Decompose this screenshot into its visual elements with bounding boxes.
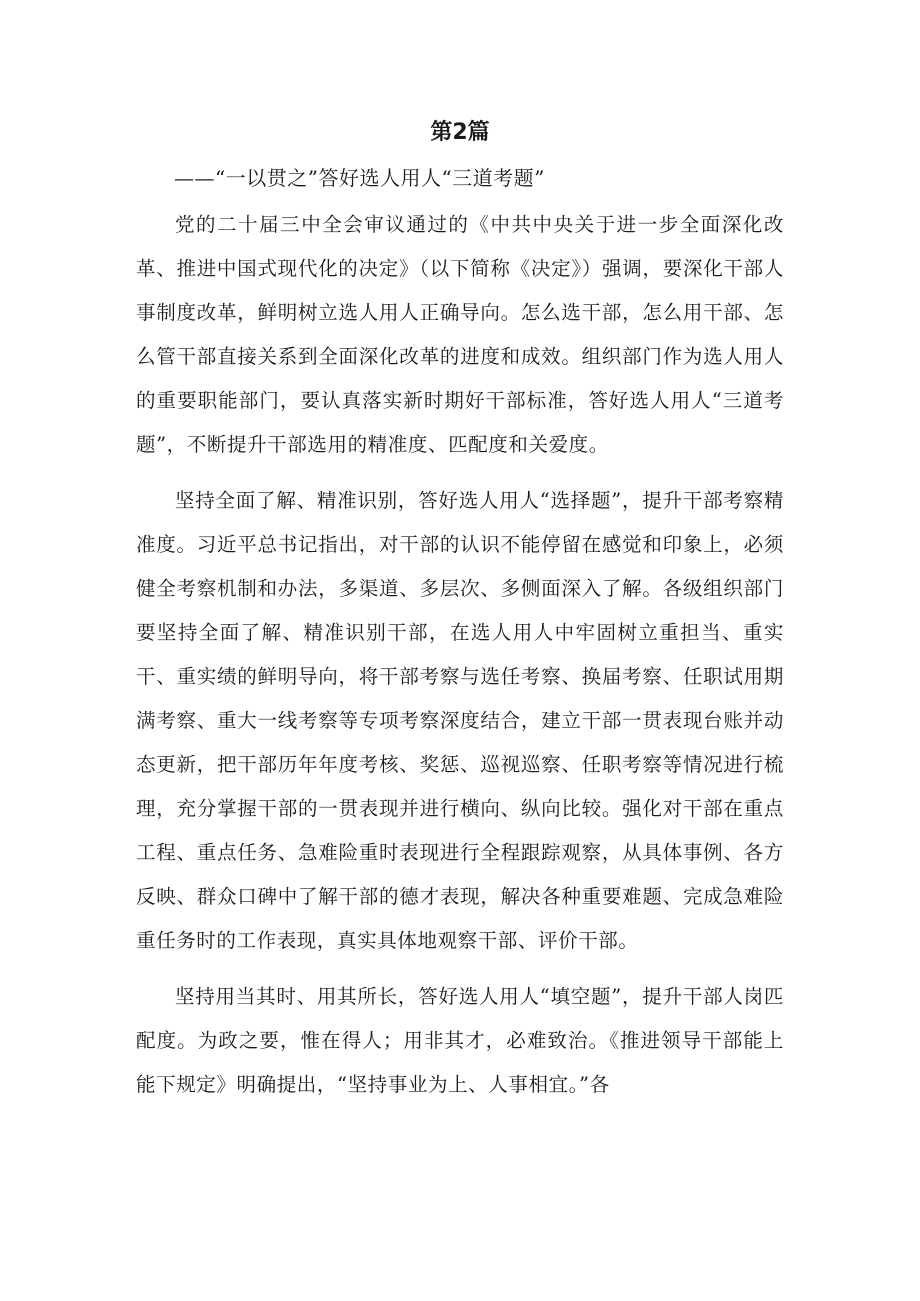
document-body [136, 203, 784, 1119]
paragraph-1: 党的二十届三中全会审议通过的《中共中央关于进一步全面深化改革、推进中国式现代化的决定》（以下简称《决定》）强调，要深化干部人事制度改革，鲜明树立选人用人正确导向。怎么选干部，怎么用干部、怎么管干部直接关系到全面深化改革的进度和成效。组织部门作为选人用人的重要职能部门，要认真落实新时期好干部标准，答好选人用人“三道考题”，不断提升干部选用的精准度、匹配度和关爱度。 [136, 213, 784, 456]
paragraph-3: 坚持用当其时、用其所长，答好选人用人“填空题”，提升干部人岗匹配度。为政之要，惟在得人；用非其才，必难致治。《推进领导干部能上能下规定》明确提出，“坚持事业为上、人事相宜。”各 [136, 985, 784, 1096]
document-title: 第2篇 [430, 120, 490, 145]
paragraph-2: 坚持全面了解、精准识别，答好选人用人“选择题”，提升干部考察精准度。习近平总书记指出，对干部的认识不能停留在感觉和印象上，必须健全考察机制和办法，多渠道、多层次、多侧面深入了解。各级组织部门要坚持全面了解、精准识别干部，在选人用人中牢固树立重担当、重实干、重实绩的鲜明导向，将干部考察与选任考察、换届考察、任职试用期满考察、重大一线考察等专项考察深度结合，建立干部一贯表现台账并动态更新，把干部历年年度考核、奖惩、巡视巡察、任职考察等情况进行梳理，充分掌握干部的一贯表现并进行横向、纵向比较。强化对干部在重点工程、重点任务、急难险重时表现进行全程跟踪观察，从具体事例、各方反映、群众口碑中了解干部的德才表现，解决各种重要难题、完成急难险重任务时的工作表现，真实具体地观察干部、评价干部。 [136, 489, 784, 952]
document-subtitle: ——“一以贯之”答好选人用人“三道考题” [174, 166, 545, 190]
